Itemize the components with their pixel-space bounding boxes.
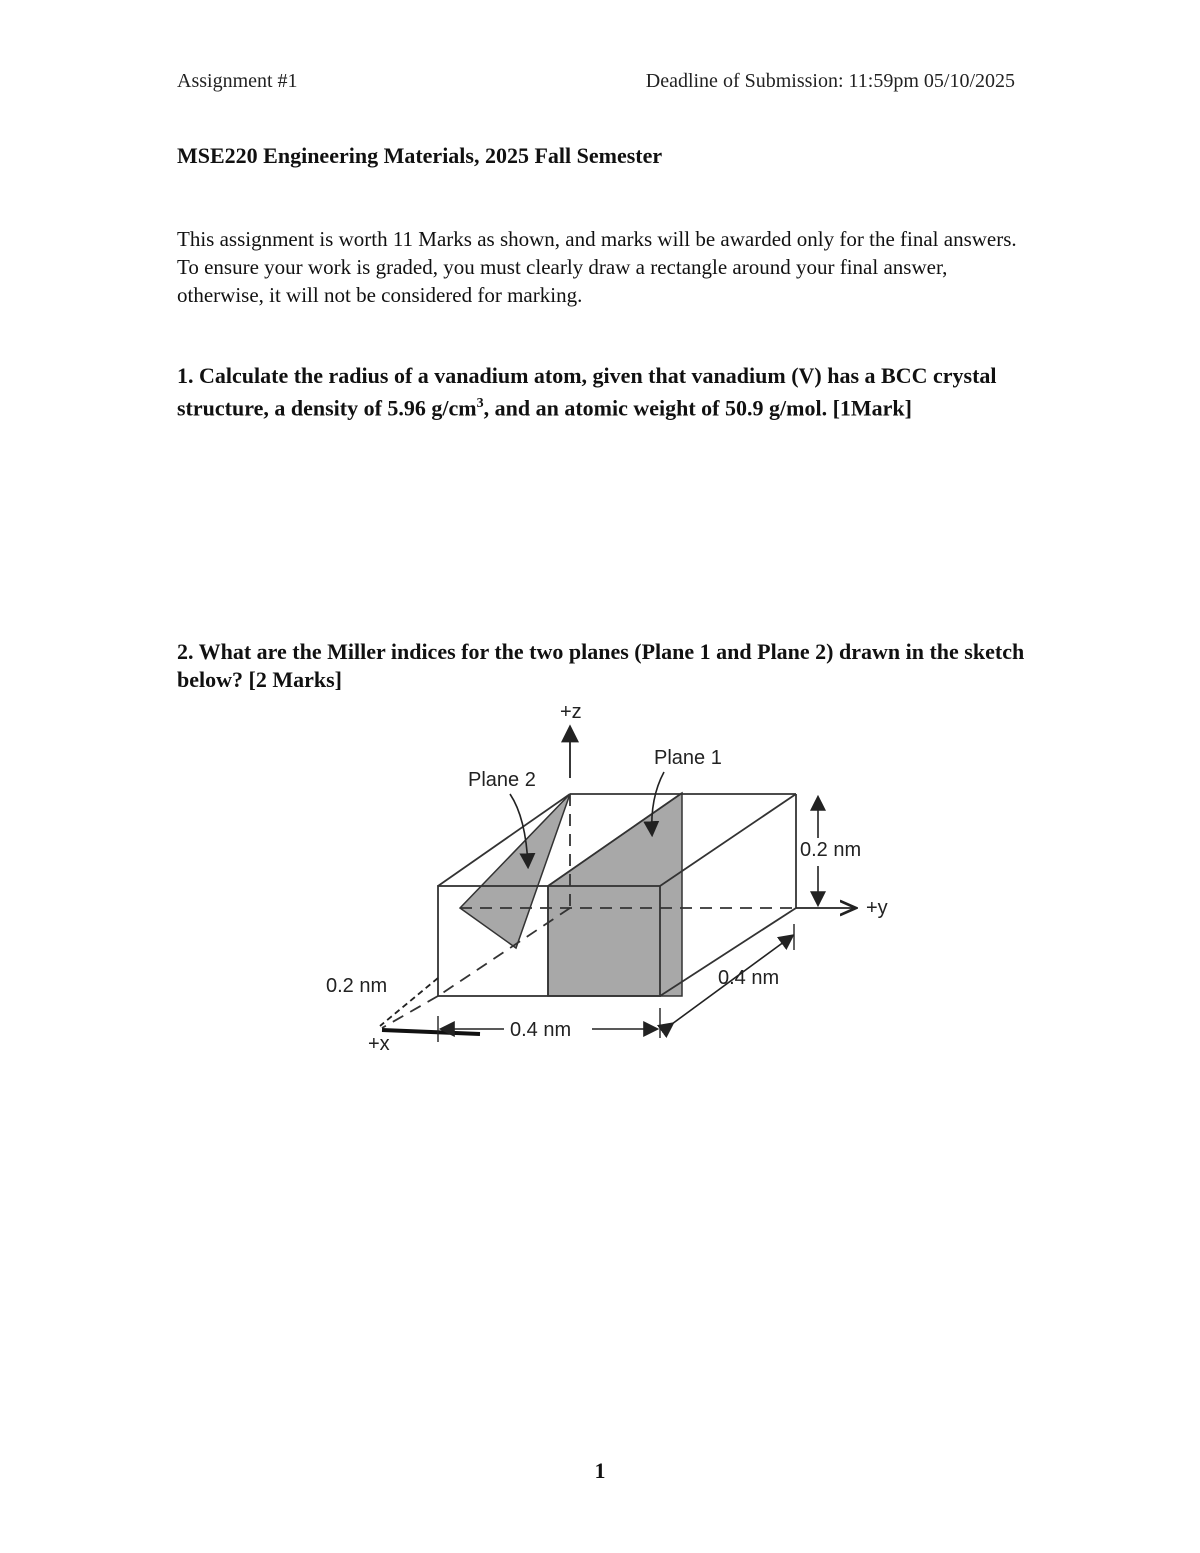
plane-1-label: Plane 1 — [654, 747, 722, 769]
plane-1-shape — [548, 793, 682, 996]
intro-paragraph: This assignment is worth 11 Marks as shown, and marks will be awarded only for the final answers. To ensure your work is graded, you must clearly draw a rectangle around your final answer, otherwise, it will not be considered for marking. — [177, 227, 1017, 307]
dim-depth-label: 0.4 nm — [718, 967, 780, 989]
question-1-text: 1. Calculate the radius of a vanadium atom, given that vanadium (V) has a BCC crystal structure, a density of 5.96 g/cm — [177, 363, 997, 421]
dim-x-label: 0.2 nm — [326, 975, 388, 997]
x-axis-label: +x — [368, 1033, 390, 1055]
question-1 — [177, 362, 1027, 422]
header-deadline: Deadline of Submission: 11:59pm 05/10/2025 — [645, 70, 1015, 92]
question-1-superscript: 3 — [476, 396, 484, 411]
page-number: 1 — [594, 1458, 606, 1483]
x-axis-bold — [382, 1030, 480, 1034]
unit-cell-diagram — [320, 698, 900, 1060]
y-axis-label: +y — [866, 897, 888, 919]
dim-z-label: 0.2 nm — [800, 839, 862, 861]
z-axis-label: +z — [560, 701, 582, 723]
plane-2-label: Plane 2 — [468, 769, 536, 791]
dim-front-label: 0.4 nm — [510, 1019, 572, 1041]
header-assignment-label: Assignment #1 — [177, 70, 298, 92]
question-1-text-end: , and an atomic weight of 50.9 g/mol. [1Mark] — [483, 395, 912, 421]
course-title: MSE220 Engineering Materials, 2025 Fall Semester — [177, 143, 663, 168]
question-2: 2. What are the Miller indices for the two planes (Plane 1 and Plane 2) drawn in the sketch below? [2 Marks] — [177, 639, 1025, 692]
